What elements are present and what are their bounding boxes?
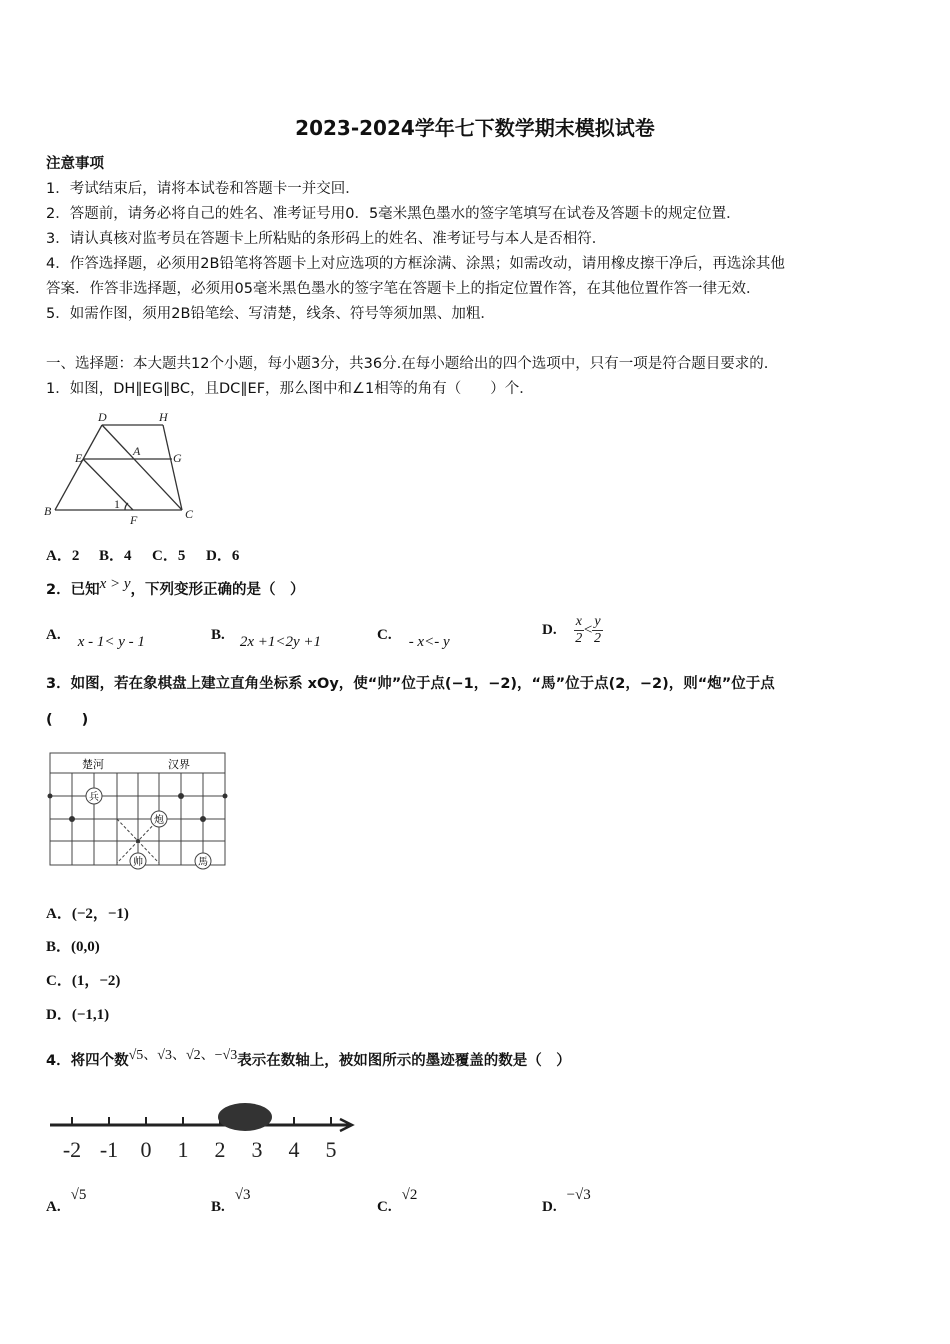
option-value: √2 <box>401 1187 418 1203</box>
q3-option-d[interactable]: D．(−1,1) <box>46 1007 110 1023</box>
option-value: −√3 <box>566 1187 591 1203</box>
fraction-numerator: x <box>575 614 582 629</box>
q2-stem-post: ，下列变形正确的是（ ） <box>130 582 305 598</box>
page-title: 2023-2024学年七下数学期末模拟试卷 <box>295 116 655 140</box>
fraction-denominator: 2 <box>593 631 601 646</box>
option-label: A. <box>46 627 61 643</box>
option-math: - x<- y <box>408 634 450 650</box>
q2-option-a[interactable] <box>46 624 145 650</box>
section-heading: 一、选择题：本大题共12个小题，每小题3分，共36分.在每小题给出的四个选项中，只有一项是符合题目要求的. <box>46 356 769 372</box>
piece-ma: 馬 <box>198 857 208 868</box>
note-line: 3．请认真核对监考员在答题卡上所粘贴的条形码上的姓名、准考证号与本人是否相符． <box>46 231 607 247</box>
label-H: H <box>159 410 168 424</box>
option-math: 2x +1<2y +1 <box>239 634 322 650</box>
label-A: A <box>133 444 141 458</box>
option-value: √5 <box>70 1187 87 1203</box>
option-label: B. <box>211 1199 225 1215</box>
q4-option-d[interactable] <box>542 1184 591 1215</box>
q4-option-a[interactable] <box>46 1184 87 1215</box>
tick-label: 4 <box>288 1137 300 1162</box>
notes-heading: 注意事项 <box>46 156 104 172</box>
option-label: A. <box>46 1199 61 1215</box>
q1-option-c[interactable]: C．5 <box>152 548 186 564</box>
tick-label: 5 <box>325 1137 337 1162</box>
option-math: x - 1< y - 1 <box>77 634 145 650</box>
option-value: √3 <box>234 1187 251 1203</box>
q1-option-b[interactable]: B．4 <box>99 548 132 564</box>
tick-label: -2 <box>62 1137 82 1162</box>
q4-stem-pre: 4．将四个数 <box>46 1053 129 1069</box>
option-label: C. <box>377 627 392 643</box>
tick-label: -1 <box>99 1137 119 1162</box>
q3-option-a[interactable]: A．(−2，−1) <box>46 906 129 922</box>
label-G: G <box>173 451 182 465</box>
label-B: B <box>44 504 52 518</box>
label-angle-1: 1 <box>114 497 120 511</box>
option-label: C. <box>377 1199 392 1215</box>
q2-stem-pre: 2．已知 <box>46 582 100 598</box>
q2-option-c[interactable] <box>377 624 450 650</box>
tick-label: 0 <box>140 1137 152 1162</box>
q1-option-a[interactable]: A．2 <box>46 548 80 564</box>
tick-label: 1 <box>177 1137 189 1162</box>
option-label: D. <box>542 1199 557 1215</box>
chessboard-figure <box>40 740 240 880</box>
q1-stem: 1．如图，DH∥EG∥BC，且DC∥EF，那么图中和∠1相等的角有（ ）个． <box>46 381 534 397</box>
piece-shuai: 帅 <box>133 857 143 868</box>
q2-stem-math: x > y <box>99 576 131 592</box>
q4-numbers: √5、√3、√2、−√3 <box>128 1048 238 1063</box>
q2-option-b[interactable] <box>211 624 322 650</box>
label-D: D <box>98 410 107 424</box>
note-line: 1．考试结束后，请将本试卷和答题卡一并交回． <box>46 181 360 197</box>
number-line-figure <box>40 1095 370 1165</box>
label-E: E <box>75 451 83 465</box>
river-left-label: 楚河 <box>82 759 104 771</box>
q3-stem-paren: ( ) <box>46 712 89 728</box>
tick-label: 3 <box>251 1137 263 1162</box>
q3-option-b[interactable]: B．(0,0) <box>46 939 100 955</box>
q4-stem-post: 表示在数轴上，被如图所示的墨迹覆盖的数是（ ） <box>237 1053 571 1069</box>
option-label: D. <box>542 622 557 638</box>
piece-pao: 炮 <box>154 815 164 826</box>
note-line: 4．作答选择题，必须用2B铅笔将答题卡上对应选项的方框涂满、涂黑；如需改动，请用橡皮擦干净后，再选涂其他 <box>46 256 785 272</box>
q4-option-b[interactable] <box>211 1184 251 1215</box>
q1-figure <box>40 400 240 530</box>
ink-blot <box>218 1103 272 1131</box>
q3-stem: 3．如图，若在象棋盘上建立直角坐标系 xOy，使“帅”位于点(−1，−2)，“馬”位于点(2，−2)，则“炮”位于点 <box>46 676 775 692</box>
label-F: F <box>130 513 138 527</box>
q4-option-c[interactable] <box>377 1184 418 1215</box>
note-line: 答案．作答非选择题，必须用05毫米黑色墨水的签字笔在答题卡上的指定位置作答，在其他位置作答一律无效． <box>46 281 761 297</box>
tick-label: 2 <box>214 1137 226 1162</box>
note-line: 5．如需作图，须用2B铅笔绘、写清楚，线条、符号等须加黑、加粗． <box>46 306 495 322</box>
fraction-denominator: 2 <box>575 631 583 646</box>
q3-option-c[interactable]: C．(1，−2) <box>46 973 121 989</box>
fraction-numerator: y <box>594 614 601 629</box>
label-C: C <box>185 507 194 521</box>
q2-option-d[interactable] <box>542 614 603 647</box>
option-label: B. <box>211 627 225 643</box>
river-right-label: 汉界 <box>168 759 190 771</box>
piece-bing: 兵 <box>89 792 99 803</box>
relation: < <box>583 622 593 638</box>
q1-option-d[interactable]: D．6 <box>206 548 240 564</box>
note-line: 2．答题前，请务必将自己的姓名、准考证号用0．5毫米黑色墨水的签字笔填写在试卷及答题卡的规定位置． <box>46 206 741 222</box>
